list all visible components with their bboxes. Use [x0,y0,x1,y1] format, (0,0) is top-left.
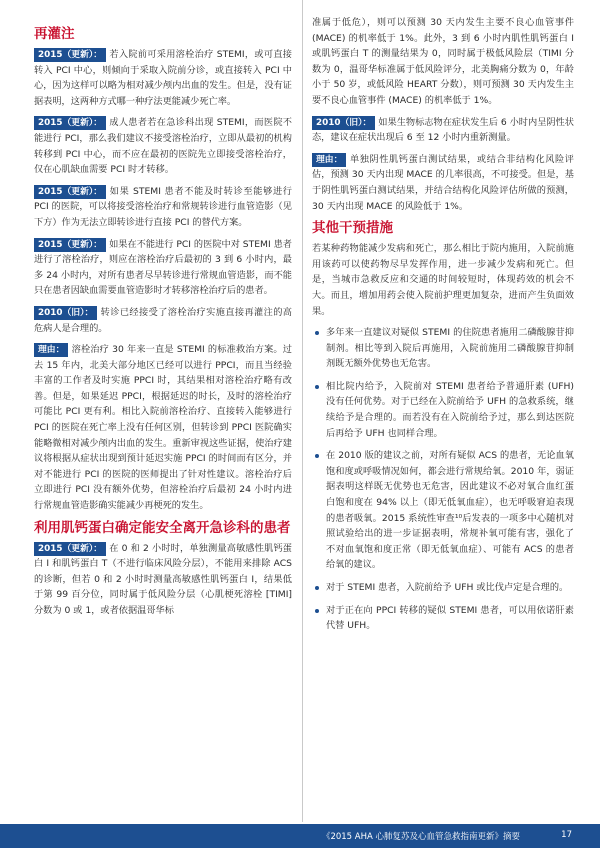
old-tag: 2010（旧）： [34,306,97,320]
paragraph [34,305,292,336]
bullet-item: 对于正在向 PPCI 转移的疑似 STEMI 患者，可以用依诺肝素代替 UFH。 [312,603,574,634]
bullet-item: 在 2010 版的建议之前，对所有疑似 ACS 的患者，无论血氧饱和度或呼吸情况如何，都会进行常规给氧。2010 年，弱证据表明这样既无优势也无危害，因此建议不必对氧合血红蛋白饱和度在 94% 以上（即无低氧血症），也无呼吸窘迫表现的患者吸氧。2015 系统性审查¹⁰后发表的一项多中心随机对照试验给出的进一步证据表明，常规补氧可能有害，强化了不对血氧饱和度正常（即无低氧血症）、可能有 ACS 的患者给氧的建议。 [312,448,574,573]
paragraph [34,47,292,109]
paragraph-text: 若入院前可采用溶栓治疗 STEMI，或可直接转入 PCI 中心，则倾向于采取入院前分诊，或直接转入 PCI 中心，因为这样可以略为相对减少颅内出血的发生。但是，没有证据表明，这两种方式哪一种疗法更能减少死亡率。 [34,49,292,107]
paragraph-text: 单独阴性肌钙蛋白测试结果，或结合非结构化风险评估，预测 30 天内出现 MACE 的几率很高，不可接受。但是，基于阴性肌钙蛋白测试结果，并结合结构化风险评估所做的预测，30 天内出现 MACE 的风险低于 1%。 [312,153,574,212]
update-tag: 2015（更新）： [34,116,106,130]
paragraph-text: 如果 STEMI 患者不能及时转诊至能够进行 PCI 的医院，可以将接受溶栓治疗和常规转诊进行血管造影（见下方）作为无法立即转诊进行直接 PCI 的替代方案。 [34,185,292,228]
column-divider [302,0,303,822]
left-column [34,0,292,625]
paragraph [34,237,292,299]
paragraph [312,15,574,109]
rationale-tag: 理由： [34,343,68,357]
bullet-item: 相比院内给予，入院前对 STEMI 患者给予普通肝素 (UFH) 没有任何优势。对于已经在入院前给予 UFH 的急救系统，继续给予是合理的。而若没有在入院前给予过，那么到达医院后再给予 UFH 也同样合理。 [312,379,574,441]
update-tag: 2015（更新）： [34,542,106,556]
right-column [312,0,574,641]
paragraph-text: 转诊已经接受了溶栓治疗实施直接再灌注的高危病人是合理的。 [34,306,292,334]
rationale-tag: 理由： [312,153,346,167]
paragraph [312,115,574,146]
bullet-item: 对于 STEMI 患者，入院前给予 UFH 或比伐卢定是合理的。 [312,580,574,596]
paragraph-text: 溶栓治疗 30 年来一直是 STEMI 的标准救治方案。过去 15 年内，北美大部分地区已经可以进行 PPCI，而且当经验丰富的工作者及时实施 PPCI 时，其结果相对溶栓治疗略有改善。但是，如果延迟 PPCI，根据延迟的时长，及时的溶栓治疗可能比 PCI 更有利。相比入院前溶栓治疗、直接转入能够进行 PCI 的医院在死亡率上没有任何区别，但转诊到 PPCI 医院确实能略微相对减少颅内出血的发生。重新审视这些证据，使治疗建议将根据从症状出现到预计延迟实施 PPCI 的时间而有区分，并对不能进行 PCI 的医院的医师提出了针对性建议。溶栓治疗后立即进行 PCI 没有额外优势，但溶栓治疗后最初 24 小时内进行常规血管造影确实能减少再梗死的发生。 [34,344,292,512]
update-tag: 2015（更新）： [34,48,106,62]
section-heading-troponin: 利用肌钙蛋白确定能安全离开急诊科的患者 [34,519,291,536]
update-tag: 2015（更新）： [34,238,106,252]
bullet-item: 多年来一直建议对疑似 STEMI 的住院患者施用二磷酸腺苷抑制剂。相比等到入院后再施用，入院前施用二磷酸腺苷抑制剂既无额外优势也无危害。 [312,325,574,372]
page-number: 17 [561,830,572,840]
old-tag: 2010（旧）： [312,116,375,130]
paragraph-text: 成人患者若在急诊科出现 STEMI，而医院不能进行 PCI，那么我们建议不接受溶栓治疗，立即从最初的机构转移到 PCI 中心，而不应在最初的医院先立即接受溶栓治疗，仅在心肌缺血需要 PCI 时才转移。 [34,117,292,176]
paragraph [312,152,574,214]
paragraph [312,241,574,319]
footer-bar [0,824,600,848]
paragraph-text: 如果生物标志物在症状发生后 6 小时内呈阴性状态，建议在症状出现后 6 至 12 小时内重新测量。 [312,116,574,144]
paragraph [34,115,292,177]
paragraph [34,541,292,619]
paragraph-text: 准属于低危），则可以预测 30 天内发生主要不良心血管事件 (MACE) 的机率低于 1%。此外，3 到 6 小时内肌性肌钙蛋白 I 或肌钙蛋白 T 的测量结果为 0，同时属于极低风险层（TIMI 分数为 0，温哥华标准属于低风险评分，北美胸痛分数为 0，年龄小于 50 岁，或低风险 HEART 分数），则可预测 30 天内发生主要不良心血管事件 (MACE) 的机率低于 1%。 [312,17,574,106]
paragraph-text: 如果在不能进行 PCI 的医院中对 STEMI 患者进行了溶栓治疗，则应在溶栓治疗后最初的 3 到 6 小时内，最多 24 小时内，对所有患者尽早转诊进行常规血管造影，而不能只在患者因缺血需要血管造影时才转移溶栓治疗后的患者。 [34,238,292,297]
bullet-list [312,325,574,634]
paragraph-text: 若某种药物能减少发病和死亡，那么相比于院内施用，入院前施用该药可以使药物尽早发挥作用，进一步减少发病和死亡。但是，当城市急救反应和交通的时间较短时，体现药效的机会不大。而且，增加用药会使入院前护理更加复杂，进而产生负面效果。 [312,243,574,317]
paragraph [34,342,292,514]
section-heading-reperfusion: 再灌注 [34,26,75,42]
update-tag: 2015（更新）： [34,185,106,199]
paragraph-text: 在 0 和 2 小时时，单独测量高敏感性肌钙蛋白 I 和肌钙蛋白 T（不进行临床风险分层），不能用来排除 ACS 的诊断，但若 0 和 2 小时时测量高敏感性肌钙蛋白 I，结果低于第 99 百分位，同时属于低风险分层（心肌梗死溶栓 [TIMI] 分数为 0 或 1，或者依据温哥华标 [34,542,292,616]
section-heading-other-interventions: 其他干预措施 [312,220,393,237]
paragraph [34,184,292,231]
footer-title: 《2015 AHA 心肺复苏及心血管急救指南更新》摘要 [321,832,520,842]
